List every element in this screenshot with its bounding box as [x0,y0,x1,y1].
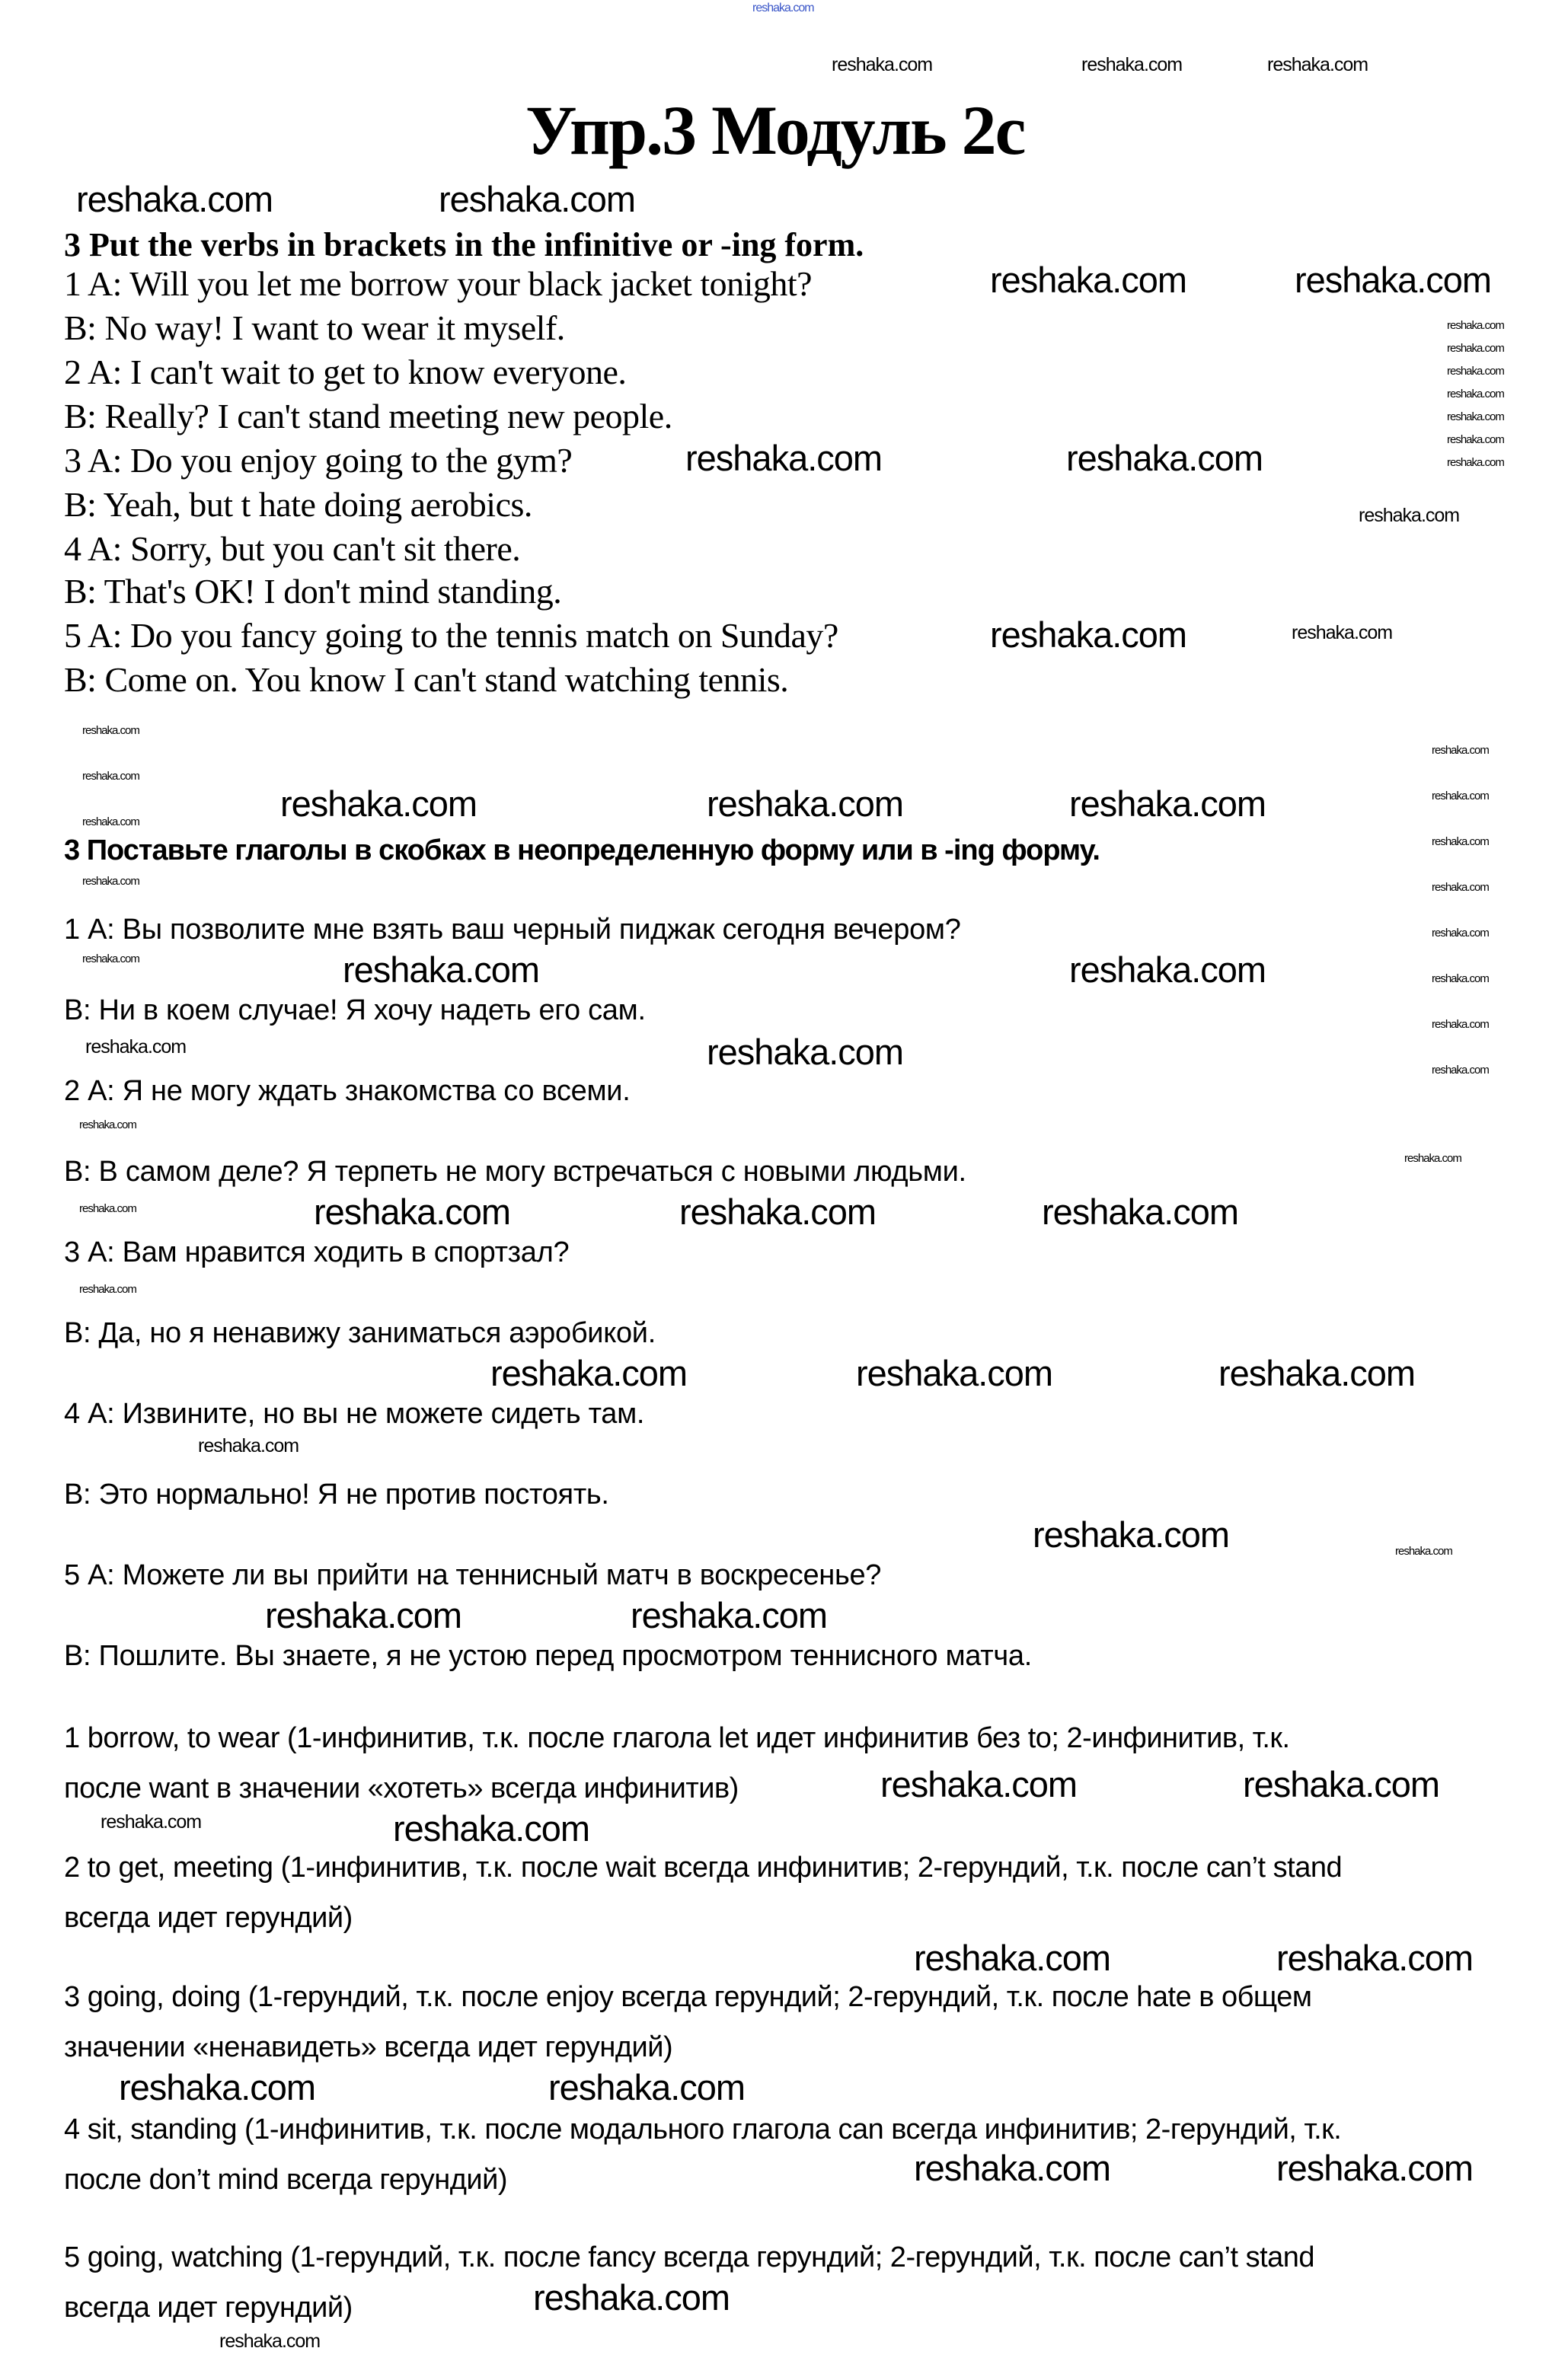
english-exercise-heading: 3 Put the verbs in brackets in the infinitive or -ing form. [64,226,864,263]
russian-dialogue-line: В: В самом деле? Я терпеть не могу встречаться с новыми людьми. [64,1156,966,1188]
watermark: reshaka.com [314,1192,511,1232]
answer-line: 1 borrow, to wear (1-инфинитив, т.к. после глагола let идет инфинитив без to; 2-инфинитив, т.к. [64,1722,1290,1754]
watermark: reshaka.com [832,54,933,75]
answer-line: после want в значении «хотеть» всегда инфинитив) [64,1772,739,1804]
watermark: reshaka.com [1432,881,1489,894]
watermark: reshaka.com [1276,1938,1474,1978]
watermark: reshaka.com [548,2067,746,2107]
answer-line: всегда идет герундий) [64,1902,353,1934]
watermark: reshaka.com [1447,410,1504,423]
watermark: reshaka.com [1033,1514,1230,1555]
watermark: reshaka.com [198,1435,299,1456]
watermark: reshaka.com [1359,505,1460,526]
watermark: reshaka.com [1295,260,1492,300]
watermark: reshaka.com [856,1353,1053,1393]
watermark: reshaka.com [1069,949,1266,990]
watermark: reshaka.com [990,260,1187,300]
russian-dialogue-line: В: Да, но я ненавижу заниматься аэробикой. [64,1317,656,1349]
answer-line: 3 going, doing (1-герундий, т.к. после enjoy всегда герундий; 2-герундий, т.к. после hate в общем [64,1981,1312,2013]
watermark: reshaka.com [1042,1192,1239,1232]
watermark: reshaka.com [1243,1764,1440,1804]
answer-line: значении «ненавидеть» всегда идет герундий) [64,2031,673,2063]
watermark: reshaka.com [1081,54,1183,75]
english-dialogue-line: B: That's OK! I don't mind standing. [64,572,562,611]
watermark: reshaka.com [707,1032,904,1072]
watermark: reshaka.com [1069,783,1266,824]
watermark: reshaka.com [79,1283,136,1296]
russian-dialogue-line: 3 А: Вам нравится ходить в спортзал? [64,1236,570,1268]
watermark: reshaka.com [1447,342,1504,355]
english-dialogue-line: 4 A: Sorry, but you can't sit there. [64,529,521,568]
watermark: reshaka.com [1447,365,1504,378]
watermark: reshaka.com [1404,1152,1461,1165]
russian-exercise-heading: 3 Поставьте глаголы в скобках в неопределенную форму или в -ing форму. [64,834,1100,866]
watermark: reshaka.com [631,1595,828,1635]
watermark: reshaka.com [1447,319,1504,332]
watermark: reshaka.com [990,614,1187,655]
english-dialogue-line: 3 A: Do you enjoy going to the gym? [64,441,573,480]
watermark: reshaka.com [1066,438,1263,478]
answer-line: 5 going, watching (1-герундий, т.к. после fancy всегда герундий; 2-герундий, т.к. после can’t stand [64,2241,1315,2273]
english-dialogue-line: 1 A: Will you let me borrow your black jacket tonight? [64,264,813,303]
watermark: reshaka.com [1447,456,1504,469]
watermark: reshaka.com [1218,1353,1416,1393]
watermark: reshaka.com [1432,927,1489,940]
watermark: reshaka.com [393,1808,590,1849]
watermark: reshaka.com [679,1192,877,1232]
english-dialogue-line: B: No way! I want to wear it myself. [64,308,565,347]
watermark: reshaka.com [1432,972,1489,985]
watermark: reshaka.com [490,1353,688,1393]
answer-line: 4 sit, standing (1-инфинитив, т.к. после модального глагола can всегда инфинитив; 2-герундий, т.к. [64,2114,1342,2146]
watermark: reshaka.com [82,875,139,888]
watermark: reshaka.com [914,2148,1111,2188]
watermark: reshaka.com [1432,1064,1489,1077]
answer-line: после don’t mind всегда герундий) [64,2164,507,2196]
russian-dialogue-line: 4 А: Извините, но вы не можете сидеть там. [64,1398,645,1430]
answer-line: всегда идет герундий) [64,2292,353,2324]
watermark: reshaka.com [82,770,139,783]
watermark: reshaka.com [85,1036,187,1058]
watermark: reshaka.com [343,949,540,990]
watermark: reshaka.com [1432,790,1489,802]
watermark: reshaka.com [82,815,139,828]
watermark: reshaka.com [880,1764,1078,1804]
watermark: reshaka.com [1432,1018,1489,1031]
watermark: reshaka.com [1267,54,1368,75]
russian-dialogue-line: В: Это нормально! Я не против постоять. [64,1479,609,1511]
russian-dialogue-line: В: Пошлите. Вы знаете, я не устою перед просмотром теннисного матча. [64,1640,1032,1672]
watermark: reshaka.com [707,783,904,824]
watermark: reshaka.com [439,179,636,219]
watermark: reshaka.com [265,1595,462,1635]
watermark: reshaka.com [752,2,814,14]
watermark: reshaka.com [101,1811,202,1833]
watermark: reshaka.com [79,1202,136,1215]
russian-dialogue-line: 2 А: Я не могу ждать знакомства со всеми. [64,1075,631,1107]
watermark: reshaka.com [685,438,883,478]
watermark: reshaka.com [1276,2148,1474,2188]
watermark: reshaka.com [1292,622,1393,643]
watermark: reshaka.com [1432,835,1489,848]
english-dialogue-line: B: Yeah, but t hate doing aerobics. [64,485,532,524]
english-dialogue-line: 2 A: I can't wait to get to know everyone. [64,353,627,391]
watermark: reshaka.com [1395,1545,1452,1558]
watermark: reshaka.com [280,783,477,824]
watermark: reshaka.com [82,724,139,737]
watermark: reshaka.com [219,2331,321,2352]
watermark: reshaka.com [119,2067,316,2107]
answer-line: 2 to get, meeting (1-инфинитив, т.к. после wait всегда инфинитив; 2-герундий, т.к. после can’t stand [64,1852,1343,1884]
watermark: reshaka.com [79,1118,136,1131]
watermark: reshaka.com [82,952,139,965]
watermark: reshaka.com [1447,388,1504,400]
english-dialogue-line: B: Come on. You know I can't stand watching tennis. [64,660,789,699]
page-title: Упр.3 Модуль 2с [525,91,1025,169]
watermark: reshaka.com [533,2277,730,2318]
watermark: reshaka.com [1432,744,1489,757]
english-dialogue-line: 5 A: Do you fancy going to the tennis match on Sunday? [64,616,838,655]
russian-dialogue-line: 5 А: Можете ли вы прийти на теннисный матч в воскресенье? [64,1559,882,1591]
watermark: reshaka.com [1447,433,1504,446]
russian-dialogue-line: В: Ни в коем случае! Я хочу надеть его сам. [64,994,646,1026]
english-dialogue-line: B: Really? I can't stand meeting new people. [64,397,672,435]
watermark: reshaka.com [914,1938,1111,1978]
russian-dialogue-line: 1 А: Вы позволите мне взять ваш черный пиджак сегодня вечером? [64,914,961,946]
watermark: reshaka.com [76,179,273,219]
